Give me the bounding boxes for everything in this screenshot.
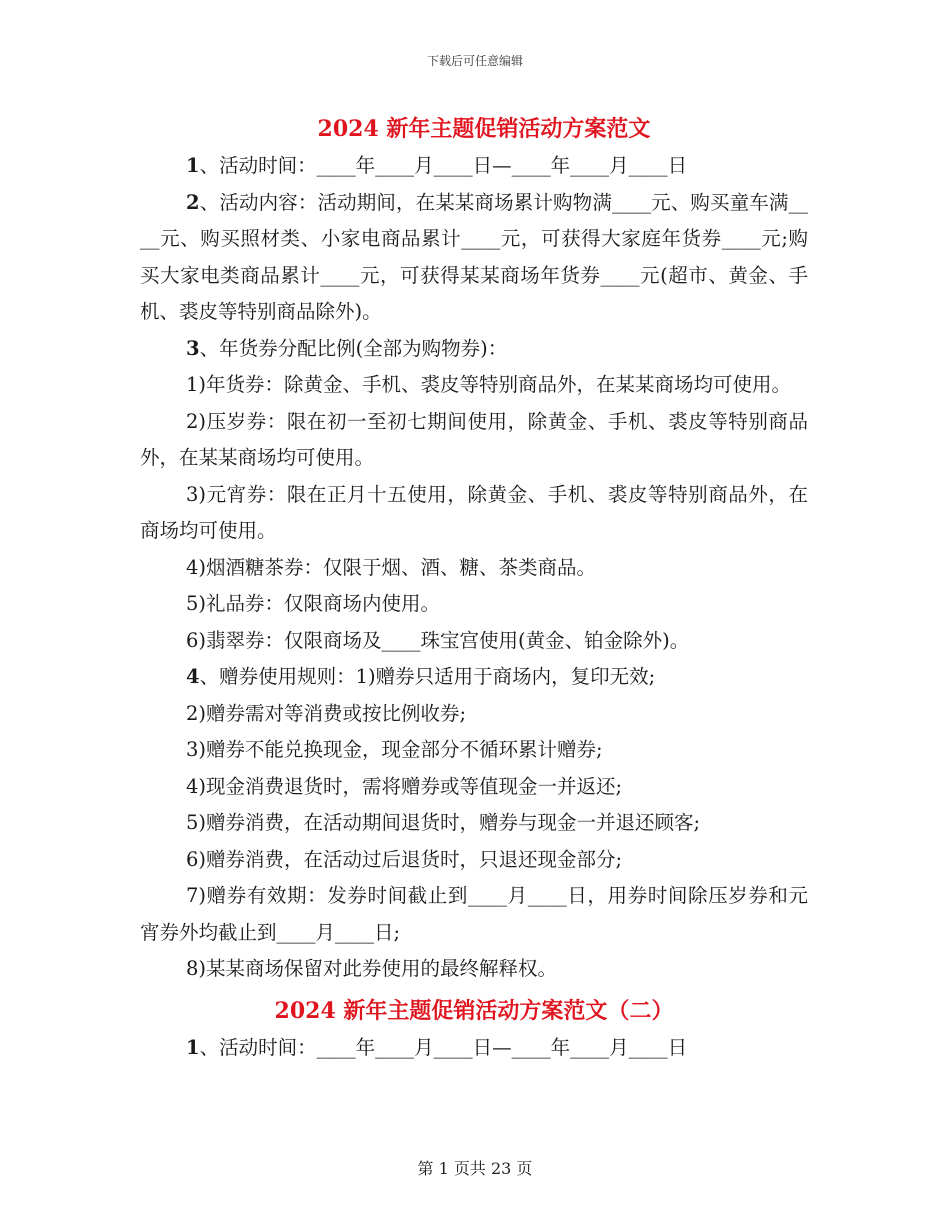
- paragraph-item: [140, 477, 808, 550]
- paragraph-text: 4)烟酒糖茶券：仅限于烟、酒、糖、茶类商品。: [186, 555, 597, 579]
- page-header: 下载后可任意编辑: [426, 54, 523, 68]
- paragraph-activity-content: [140, 185, 808, 331]
- paragraph-text: 4)现金消费退货时，需将赠券或等值现金一并返还;: [186, 774, 623, 798]
- paragraph-item: [140, 367, 808, 404]
- document-title: 2024 新年主题促销活动方案范文: [317, 116, 651, 142]
- paragraph-item: [140, 769, 808, 806]
- paragraph-text: 、赠券使用规则：1)赠券只适用于商场内，复印无效;: [199, 665, 656, 688]
- paragraph-text: 5)礼品券：仅限商场内使用。: [186, 592, 441, 615]
- paragraph-text: 、活动时间：____年____月____日—____年____月____日: [199, 154, 688, 177]
- paragraph-item: [140, 878, 808, 951]
- paragraph-activity-time: [140, 1030, 808, 1067]
- paragraph-text: 2)赠券需对等消费或按比例收券;: [186, 701, 467, 725]
- paragraph-activity-time: [140, 148, 808, 185]
- paragraph-item: [140, 842, 808, 879]
- paragraph-text: 、活动内容：活动期间，在某某商场累计购物满____元、购买童车满____元、购买照材类、小家电商品累计____元，可获得大家庭年货券____元;购买大家电类商品累计____元，可获得某某商场年货券____元(超市、黄金、手机、裘皮等特别商品除外)。: [140, 190, 808, 323]
- paragraph-text: 7)赠券有效期：发券时间截止到____月____日，用券时间除压岁券和元宵券外均截止到____月____日;: [140, 884, 808, 944]
- paragraph-text: 2)压岁券：限在初一至初七期间使用，除黄金、手机、裘皮等特别商品外，在某某商场均可使用。: [140, 409, 808, 469]
- paragraph-number: 3: [186, 336, 200, 360]
- paragraph-text: 6)赠券消费，在活动过后退货时，只退还现金部分;: [186, 847, 623, 871]
- paragraph-usage-rules: [140, 659, 808, 696]
- paragraph-text: 3)元宵券：限在正月十五使用，除黄金、手机、裘皮等特别商品外，在商场均可使用。: [140, 482, 808, 542]
- paragraph-text: 6)翡翠券：仅限商场及____珠宝宫使用(黄金、铂金除外)。: [186, 628, 690, 652]
- paragraph-item: [140, 550, 808, 587]
- document-body: [140, 110, 808, 1066]
- paragraph-item: [140, 586, 808, 623]
- paragraph-item: [140, 951, 808, 988]
- page-footer: 第 1 页共 23 页: [417, 1159, 533, 1178]
- paragraph-number: 1: [186, 1035, 200, 1059]
- paragraph-item: [140, 732, 808, 769]
- paragraph-item: [140, 696, 808, 733]
- paragraph-text: 3)赠券不能兑换现金，现金部分不循环累计赠券;: [186, 738, 603, 761]
- paragraph-item: [140, 623, 808, 660]
- paragraph-text: 5)赠券消费，在活动期间退货时，赠券与现金一并退还顾客;: [186, 811, 701, 834]
- section-title: 2024 新年主题促销活动方案范文（二）: [274, 997, 674, 1024]
- paragraph-text: 、年货券分配比例(全部为购物券)：: [199, 336, 508, 360]
- paragraph-number: 4: [186, 665, 200, 688]
- paragraph-number: 2: [186, 190, 200, 214]
- paragraph-item: [140, 805, 808, 842]
- paragraph-text: 1)年货券：除黄金、手机、裘皮等特别商品外，在某某商场均可使用。: [186, 373, 792, 396]
- paragraph-number: 1: [186, 154, 200, 177]
- paragraph-item: [140, 404, 808, 477]
- paragraph-coupon-ratio: [140, 331, 808, 368]
- paragraph-text: 、活动时间：____年____月____日—____年____月____日: [199, 1035, 688, 1059]
- paragraph-text: 8)某某商场保留对此券使用的最终解释权。: [186, 957, 558, 980]
